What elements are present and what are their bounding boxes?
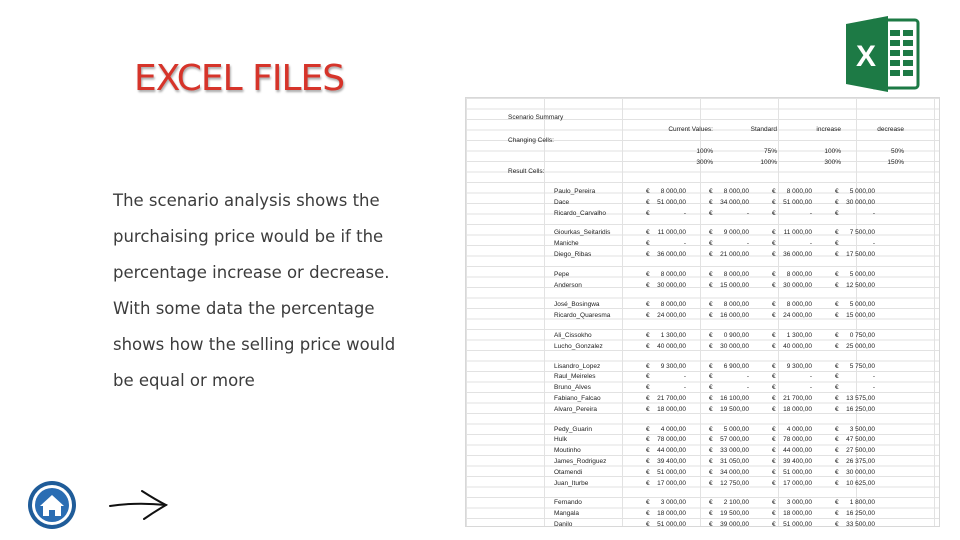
result-value: 36 000,00 [783,251,812,258]
result-value: 4 000,00 [786,425,812,433]
currency-symbol: € [835,510,839,518]
result-value: 51 000,00 [657,521,686,528]
result-row-name: Hulk [554,436,568,444]
result-value: 16 250,00 [846,510,875,518]
currency-symbol: € [772,384,776,392]
currency-symbol: € [772,188,776,195]
result-cells-label: Result Cells: [508,168,545,175]
result-value: 21 700,00 [657,395,686,402]
result-value: 16 000,00 [720,312,749,320]
result-value: 51 000,00 [783,198,812,206]
result-value: 12 500,00 [846,281,875,289]
currency-symbol: € [772,479,776,487]
currency-symbol: € [709,301,713,309]
currency-symbol: € [772,521,776,528]
result-value: 8 000,00 [723,188,749,195]
result-value: 19 500,00 [720,510,749,518]
result-value: 51 000,00 [783,468,812,476]
currency-symbol: € [835,270,839,278]
currency-symbol: € [709,458,713,465]
result-row-name: Fernando [554,499,582,507]
result-row-name: Bruno_Alves [554,384,591,392]
currency-symbol: € [709,229,713,237]
result-row-name: Giourkas_Seitaridis [554,229,611,237]
currency-symbol: € [709,209,713,217]
currency-symbol: € [835,468,839,476]
result-row-name: Anderson [554,281,582,289]
result-value: 8 000,00 [786,188,812,195]
result-value: 39 400,00 [783,458,812,465]
changing-cell: 75% [763,148,777,155]
result-row-name: Danilo [554,521,573,528]
changing-cell: 300% [824,158,841,166]
result-value: 19 500,00 [720,405,749,413]
currency-symbol: € [709,373,713,381]
changing-cell: 100% [760,158,777,166]
result-value: 1 300,00 [660,332,686,339]
currency-symbol: € [835,425,839,433]
body-text-line: shows how the selling price would [113,335,396,354]
result-value: 1 800,00 [849,499,875,507]
result-value: 24 000,00 [657,312,686,320]
currency-symbol: € [646,499,650,507]
result-value: 8 000,00 [660,301,686,309]
changing-cell: 300% [696,158,713,166]
result-row-name: Ricardo_Quaresma [554,312,611,320]
currency-symbol: € [772,342,776,350]
currency-symbol: € [646,301,650,309]
result-value: - [809,373,812,381]
result-value: 78 000,00 [783,436,812,444]
result-row-name: Pepe [554,270,570,278]
currency-symbol: € [709,405,713,413]
result-value: 8 000,00 [660,188,686,195]
result-row-name: Otamendi [554,468,583,476]
result-value: 21 000,00 [720,251,749,258]
currency-symbol: € [646,468,650,476]
currency-symbol: € [772,510,776,518]
result-value: 36 000,00 [657,251,686,258]
result-row-name: Juan_Iturbe [554,479,589,487]
currency-symbol: € [646,458,650,465]
currency-symbol: € [835,229,839,237]
currency-symbol: € [772,270,776,278]
currency-symbol: € [709,499,713,507]
currency-symbol: € [709,479,713,487]
result-value: 5 750,00 [849,362,875,370]
currency-symbol: € [646,479,650,487]
result-value: 24 000,00 [783,312,812,320]
result-value: 27 500,00 [846,447,875,455]
body-text-line: percentage increase or decrease. [113,263,390,282]
result-value: 30 000,00 [657,281,686,289]
result-row-name: Moutinho [554,447,581,455]
currency-symbol: € [835,198,839,206]
excel-scenario-summary-sheet [465,97,940,527]
currency-symbol: € [646,521,650,528]
currency-symbol: € [646,447,650,455]
currency-symbol: € [709,425,713,433]
result-value: - [683,209,686,217]
result-value: - [746,240,749,248]
result-value: 34 000,00 [720,198,749,206]
currency-symbol: € [772,425,776,433]
currency-symbol: € [646,332,650,339]
currency-symbol: € [772,458,776,465]
result-value: - [872,384,875,392]
currency-symbol: € [709,342,713,350]
result-value: - [746,209,749,217]
currency-symbol: € [835,499,839,507]
changing-cell: 50% [890,148,904,155]
currency-symbol: € [835,281,839,289]
result-value: 12 750,00 [720,479,749,487]
column-header: Current Values: [668,126,713,133]
currency-symbol: € [772,312,776,320]
currency-symbol: € [709,468,713,476]
result-value: 5 000,00 [849,301,875,309]
result-value: 2 100,00 [723,499,749,507]
result-value: - [872,240,875,248]
currency-symbol: € [835,447,839,455]
result-value: 10 625,00 [846,479,875,487]
result-value: - [683,373,686,381]
result-value: 30 000,00 [846,198,875,206]
result-value: 33 000,00 [720,447,749,455]
result-row-name: José_Bosingwa [554,301,600,309]
currency-symbol: € [835,405,839,413]
result-value: 9 300,00 [786,362,812,370]
currency-symbol: € [835,458,839,465]
currency-symbol: € [772,209,776,217]
currency-symbol: € [646,362,650,370]
currency-symbol: € [709,198,713,206]
result-value: 4 000,00 [660,425,686,433]
currency-symbol: € [709,395,713,402]
currency-symbol: € [835,312,839,320]
currency-symbol: € [772,362,776,370]
currency-symbol: € [646,209,650,217]
result-value: 5 000,00 [849,188,875,195]
result-value: 9 300,00 [660,362,686,370]
currency-symbol: € [772,229,776,237]
svg-text:X: X [855,40,877,73]
result-value: 30 000,00 [783,281,812,289]
currency-symbol: € [772,447,776,455]
currency-symbol: € [709,384,713,392]
currency-symbol: € [835,479,839,487]
currency-symbol: € [709,312,713,320]
body-text-line: purchaising price would be if the [113,227,384,246]
currency-symbol: € [709,281,713,289]
currency-symbol: € [646,198,650,206]
currency-symbol: € [835,301,839,309]
currency-symbol: € [709,362,713,370]
result-value: 16 100,00 [720,395,749,402]
currency-symbol: € [835,373,839,381]
result-value: 5 000,00 [849,270,875,278]
currency-symbol: € [772,499,776,507]
currency-symbol: € [646,384,650,392]
currency-symbol: € [835,395,839,402]
currency-symbol: € [709,521,713,528]
result-row-name: Fabiano_Falcao [554,395,601,402]
result-value: 3 500,00 [849,425,875,433]
result-row-name: Lisandro_Lopez [554,362,601,370]
currency-symbol: € [772,251,776,258]
currency-symbol: € [646,251,650,258]
currency-symbol: € [835,240,839,248]
result-value: 44 000,00 [783,447,812,455]
currency-symbol: € [709,270,713,278]
column-header: Standard [750,126,777,133]
result-value: - [872,373,875,381]
result-value: 9 000,00 [723,229,749,237]
result-row-name: Raul_Meireles [554,373,596,381]
result-value: 0 900,00 [723,332,749,339]
currency-symbol: € [835,188,839,195]
result-value: 8 000,00 [786,270,812,278]
currency-symbol: € [709,332,713,339]
result-value: 18 000,00 [657,405,686,413]
currency-symbol: € [835,251,839,258]
result-value: 13 575,00 [846,395,875,402]
currency-symbol: € [646,312,650,320]
result-value: 18 000,00 [783,405,812,413]
result-value: 6 900,00 [723,362,749,370]
result-row-name: Diego_Ribas [554,251,592,258]
result-value: 16 250,00 [846,405,875,413]
body-text-line: The scenario analysis shows the [113,191,380,210]
result-value: 17 000,00 [783,479,812,487]
currency-symbol: € [646,436,650,444]
currency-symbol: € [772,468,776,476]
currency-symbol: € [835,209,839,217]
result-value: 11 000,00 [783,229,812,237]
currency-symbol: € [772,436,776,444]
result-value: 8 000,00 [723,301,749,309]
currency-symbol: € [835,384,839,392]
changing-cell: 150% [887,158,904,166]
currency-symbol: € [709,447,713,455]
result-value: - [683,240,686,248]
currency-symbol: € [646,240,650,248]
currency-symbol: € [709,436,713,444]
currency-symbol: € [835,436,839,444]
currency-symbol: € [646,281,650,289]
result-value: 11 000,00 [657,229,686,237]
result-value: 57 000,00 [720,436,749,444]
currency-symbol: € [835,362,839,370]
currency-symbol: € [709,510,713,518]
currency-symbol: € [646,270,650,278]
currency-symbol: € [772,332,776,339]
column-header: increase [816,126,841,133]
result-value: - [746,373,749,381]
result-value: - [809,384,812,392]
currency-symbol: € [646,510,650,518]
currency-symbol: € [646,425,650,433]
result-value: 39 400,00 [657,458,686,465]
result-value: 3 000,00 [786,499,812,507]
currency-symbol: € [772,301,776,309]
page-title: EXCEL FILES [134,58,345,99]
result-value: 21 700,00 [783,395,812,402]
result-value: 18 000,00 [657,510,686,518]
result-value: 0 750,00 [849,332,875,339]
result-row-name: Dace [554,198,570,206]
currency-symbol: € [835,521,839,528]
result-value: 30 000,00 [720,342,749,350]
result-row-name: James_Rodriguez [554,458,607,465]
changing-cells-label: Changing Cells: [508,137,554,144]
result-row-name: Alvaro_Pereira [554,405,597,413]
result-row-name: Ricardo_Carvalho [554,209,607,217]
currency-symbol: € [772,281,776,289]
result-row-name: Paulo_Pereira [554,188,596,195]
result-value: 8 000,00 [660,270,686,278]
currency-symbol: € [646,373,650,381]
currency-symbol: € [646,405,650,413]
result-value: 30 000,00 [846,468,875,476]
result-value: - [872,209,875,217]
result-value: 34 000,00 [720,468,749,476]
result-value: - [683,384,686,392]
result-value: 15 000,00 [846,312,875,320]
changing-cell: 100% [824,148,841,155]
result-value: 40 000,00 [783,342,812,350]
result-value: - [746,384,749,392]
currency-symbol: € [646,188,650,195]
result-value: 26 375,00 [846,458,875,465]
result-value: 3 000,00 [660,499,686,507]
body-text-line: With some data the percentage [113,299,375,318]
currency-symbol: € [772,395,776,402]
currency-symbol: € [835,342,839,350]
result-value: 18 000,00 [783,510,812,518]
result-value: 51 000,00 [657,198,686,206]
result-value: 39 000,00 [720,521,749,528]
result-row-name: Ali_Cissokho [554,332,592,339]
result-value: 8 000,00 [786,301,812,309]
result-value: 40 000,00 [657,342,686,350]
result-value: 5 000,00 [723,425,749,433]
currency-symbol: € [772,198,776,206]
result-row-name: Maniche [554,240,579,248]
currency-symbol: € [835,332,839,339]
home-icon[interactable] [26,479,78,531]
result-value: 7 500,00 [849,229,875,237]
result-value: 25 000,00 [846,342,875,350]
result-value: 17 000,00 [657,479,686,487]
result-value: 31 050,00 [720,458,749,465]
result-value: 15 000,00 [720,281,749,289]
result-value: 51 000,00 [657,468,686,476]
result-value: 1 300,00 [786,332,812,339]
currency-symbol: € [772,405,776,413]
body-text-line: be equal or more [113,371,255,390]
result-value: 78 000,00 [657,436,686,444]
excel-logo-icon [842,14,924,94]
result-row-name: Pedy_Guarin [554,425,592,433]
currency-symbol: € [772,373,776,381]
result-value: 51 000,00 [783,521,812,528]
result-value: 44 000,00 [657,447,686,455]
currency-symbol: € [646,229,650,237]
result-row-name: Mangala [554,510,579,518]
result-value: 8 000,00 [723,270,749,278]
currency-symbol: € [772,240,776,248]
result-row-name: Lucho_Gonzalez [554,342,603,350]
column-header: decrease [877,126,904,133]
currency-symbol: € [709,188,713,195]
result-value: 33 500,00 [846,521,875,528]
currency-symbol: € [709,251,713,258]
currency-symbol: € [646,395,650,402]
sheet-heading: Scenario Summary [508,114,564,121]
changing-cell: 100% [696,148,713,155]
result-value: 47 500,00 [846,436,875,444]
result-value: - [809,209,812,217]
currency-symbol: € [709,240,713,248]
result-value: - [809,240,812,248]
currency-symbol: € [646,342,650,350]
result-value: 17 500,00 [846,251,875,258]
arrow-right-icon[interactable] [108,488,170,522]
body-text [113,186,453,402]
